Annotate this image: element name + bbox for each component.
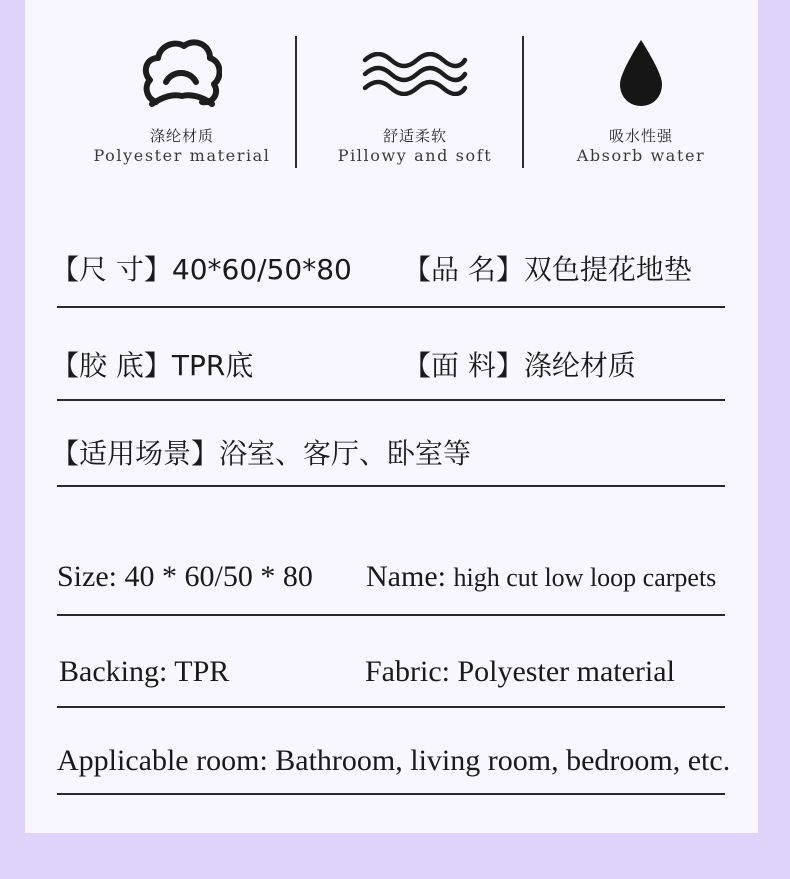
spec-name-en xyxy=(366,560,716,594)
product-info-card xyxy=(25,0,758,833)
spec-name-cn: 【品 名】双色提花地垫 xyxy=(403,253,692,286)
feature-absorb xyxy=(526,0,756,190)
spec-row-backing-fabric-cn xyxy=(51,344,725,401)
divider xyxy=(295,36,297,168)
spec-row-size-name-cn xyxy=(51,248,725,308)
spec-row-backing-fabric-en xyxy=(57,655,725,708)
wave-icon xyxy=(362,52,468,96)
feature-polyester xyxy=(67,0,297,190)
feature-en-label: Absorb water xyxy=(576,146,706,165)
feature-zh-label: 吸水性强 xyxy=(608,127,673,145)
row-divider xyxy=(57,306,725,308)
spec-name-label-en: Name: xyxy=(366,560,454,593)
row-divider xyxy=(57,793,725,795)
spec-fabric-cn: 【面 料】涤纶材质 xyxy=(403,349,636,382)
spec-row-room-cn xyxy=(51,432,725,487)
feature-en-label: Pillowy and soft xyxy=(337,146,493,165)
feature-zh-label: 涤纶材质 xyxy=(149,127,214,145)
spec-row-room-en xyxy=(57,744,731,795)
spec-row-size-name-en xyxy=(57,560,725,616)
water-drop-icon xyxy=(618,38,664,108)
feature-zh-label: 舒适柔软 xyxy=(382,127,447,145)
feature-en-label: Polyester material xyxy=(93,146,271,165)
row-divider xyxy=(57,485,725,487)
feature-icons-row xyxy=(25,0,758,190)
divider xyxy=(522,36,524,168)
spec-backing-en: Backing: TPR xyxy=(59,655,230,688)
spec-room-cn: 【适用场景】浴室、客厅、卧室等 xyxy=(51,437,472,470)
spec-name-value-en: high cut low loop carpets xyxy=(453,563,717,592)
spec-size-en: Size: 40 * 60/50 * 80 xyxy=(57,560,313,593)
row-divider xyxy=(57,614,725,616)
spec-size-cn: 【尺 寸】40*60/50*80 xyxy=(51,253,352,286)
feature-soft xyxy=(300,0,530,190)
spec-backing-cn: 【胶 底】TPR底 xyxy=(51,349,254,382)
row-divider xyxy=(57,399,725,401)
row-divider xyxy=(57,706,725,708)
cloud-icon xyxy=(142,38,222,110)
spec-room-en: Applicable room: Bathroom, living room, bedroom, etc. xyxy=(57,744,731,777)
spec-fabric-en: Fabric: Polyester material xyxy=(365,655,675,688)
